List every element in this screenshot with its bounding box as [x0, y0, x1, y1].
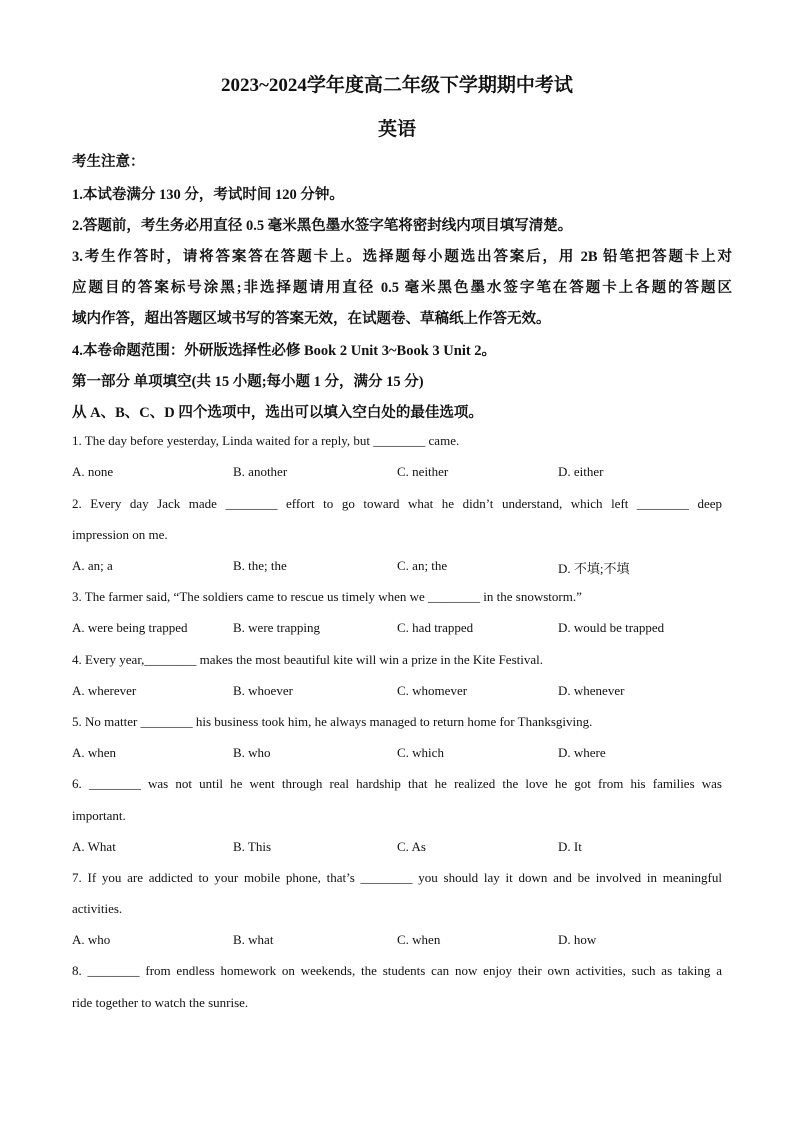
question-5-option-d[interactable]: D. where — [558, 745, 606, 760]
question-1-option-c[interactable]: C. neither — [397, 464, 449, 479]
section-title: 第一部分 单项填空(共 15 小题;每小题 1 分，满分 15 分) — [72, 374, 424, 390]
question-2-option-c[interactable]: C. an; the — [397, 558, 448, 573]
question-6-option-c[interactable]: C. As — [397, 839, 426, 854]
question-5-option-c[interactable]: C. which — [397, 745, 444, 760]
question-4-option-b[interactable]: B. whoever — [233, 683, 293, 698]
question-1-text: 1. The day before yesterday, Linda waited for a reply, but ________ came. — [72, 433, 460, 448]
question-6-text: 6. ________ was not until he went through real hardship that he realized the love he got from his families was — [72, 776, 722, 791]
question-7-option-c[interactable]: C. when — [397, 932, 441, 947]
question-7-option-b[interactable]: B. what — [233, 932, 274, 947]
question-6-option-b[interactable]: B. This — [233, 839, 272, 854]
question-4-option-c[interactable]: C. whomever — [397, 683, 468, 698]
exam-title: 2023~2024学年度高二年级下学期期中考试 — [221, 75, 573, 96]
question-6-option-a[interactable]: A. What — [72, 839, 116, 854]
question-1-option-a[interactable]: A. none — [72, 464, 114, 479]
question-8-text-cont: ride together to watch the sunrise. — [72, 995, 249, 1010]
note-line-4: 应题目的答案标号涂黑;非选择题请用直径 0.5 毫米黑色墨水签字笔在答题卡上各题的答题区 — [72, 280, 732, 296]
question-7-option-d[interactable]: D. how — [558, 932, 597, 947]
note-line-6: 4.本卷命题范围：外研版选择性必修 Book 2 Unit 3~Book 3 Unit 2。 — [72, 343, 497, 359]
note-line-2: 2.答题前，考生务必用直径 0.5 毫米黑色墨水签字笔将密封线内项目填写清楚。 — [72, 218, 573, 234]
question-4-option-d[interactable]: D. whenever — [558, 683, 625, 698]
question-4-option-a[interactable]: A. wherever — [72, 683, 137, 698]
subject-title: 英语 — [377, 119, 416, 140]
question-2-option-d[interactable]: D. 不填;不填 — [558, 561, 630, 576]
question-3-text: 3. The farmer said, “The soldiers came to rescue us timely when we ________ in the snowstorm.” — [72, 589, 582, 604]
question-5-text: 5. No matter ________ his business took him, he always managed to return home for Thanksgiving. — [72, 714, 593, 729]
notes-heading: 考生注意： — [72, 154, 145, 170]
question-6-text-cont: important. — [72, 808, 126, 823]
question-7-option-a[interactable]: A. who — [72, 932, 111, 947]
question-3-option-a[interactable]: A. were being trapped — [72, 620, 188, 635]
question-5-option-b[interactable]: B. who — [233, 745, 271, 760]
question-1-option-b[interactable]: B. another — [233, 464, 288, 479]
section-instruction: 从 A、B、C、D 四个选项中，选出可以填入空白处的最佳选项。 — [72, 405, 483, 421]
question-4-text: 4. Every year,________ makes the most beautiful kite will win a prize in the Kite Festival. — [72, 652, 543, 667]
question-2-option-a[interactable]: A. an; a — [72, 558, 113, 573]
question-5-option-a[interactable]: A. when — [72, 745, 117, 760]
question-2-option-b[interactable]: B. the; the — [233, 558, 287, 573]
note-line-3: 3.考生作答时，请将答案答在答题卡上。选择题每小题选出答案后，用 2B 铅笔把答题卡上对 — [72, 249, 732, 265]
note-line-1: 1.本试卷满分 130 分，考试时间 120 分钟。 — [72, 187, 344, 203]
question-3-option-c[interactable]: C. had trapped — [397, 620, 474, 635]
question-3-option-d[interactable]: D. would be trapped — [558, 620, 665, 635]
question-7-text: 7. If you are addicted to your mobile phone, that’s ________ you should lay it down and be involved in meaningful — [72, 870, 722, 885]
question-3-option-b[interactable]: B. were trapping — [233, 620, 321, 635]
question-1-option-d[interactable]: D. either — [558, 464, 604, 479]
note-line-5: 域内作答，超出答题区域书写的答案无效，在试题卷、草稿纸上作答无效。 — [72, 311, 551, 327]
question-2-text-cont: impression on me. — [72, 527, 168, 542]
question-7-text-cont: activities. — [72, 901, 123, 916]
question-6-option-d[interactable]: D. It — [558, 839, 582, 854]
question-8-text: 8. ________ from endless homework on weekends, the students can now enjoy their own activities, such as taking a — [72, 963, 722, 978]
question-2-text: 2. Every day Jack made ________ effort to go toward what he didn’t understand, which left ________ deep — [72, 496, 722, 511]
